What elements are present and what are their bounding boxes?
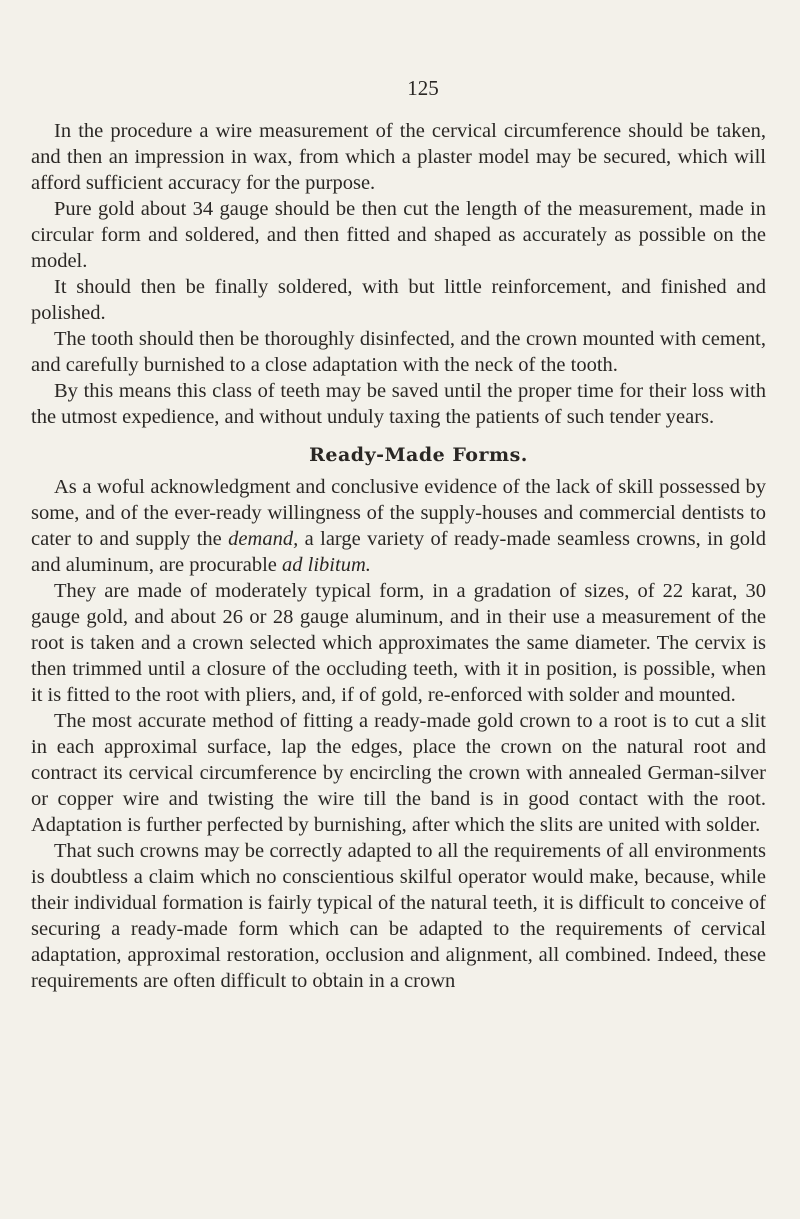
paragraph-such-crowns — [31, 838, 766, 994]
paragraph-text: The tooth should then be thoroughly disinfected, and the crown mounted with cement, and carefully burnished to a close adaptation with the neck of the tooth. — [31, 328, 766, 376]
paragraph-impression — [31, 118, 766, 196]
paragraph-text: Pure gold about 34 gauge should be then cut the length of the measurement, made in circular form and soldered, and then fitted and shaped as accurately as possible on the model. — [31, 198, 766, 272]
italic-demand: demand, — [228, 528, 299, 550]
paragraph-saved — [31, 378, 766, 430]
paragraph-text: By this means this class of teeth may be saved until the proper time for their loss with the utmost expedience, and without unduly taxing the patients of such tender years. — [31, 380, 766, 428]
paragraph-text: The most accurate method of fitting a ready-made gold crown to a root is to cut a slit in each approximal surface, lap the edges, place the crown on the natural root and contract its cervical circumference by encircling the crown with annealed German-silver or copper wire and twisting the wire till the band is in good contact with the root. Adaptation is further perfected by burnishing, after which the slits are united with solder. — [31, 710, 766, 836]
paragraph-text: They are made of moderately typical form, in a gradation of sizes, of 22 karat, 30 gauge gold, and about 26 or 28 gauge aluminum, and in their use a measurement of the root is taken and a crown selected which approximates the same diameter. The cervix is then trimmed until a closure of the occluding teeth, with it in position, is possible, when it is fitted to the root with pliers, and, if of gold, re-enforced with solder and mounted. — [31, 580, 766, 706]
paragraph-typical-form — [31, 578, 766, 708]
paragraph-woful-acknowledgment — [31, 474, 766, 578]
paragraph-accurate-method — [31, 708, 766, 838]
paragraph-text: a large variety of ready-made seamless crowns, in gold and aluminum, are procurable — [31, 528, 766, 576]
paragraph-disinfected — [31, 326, 766, 378]
body-text — [31, 118, 766, 994]
paragraph-text: As a woful acknowledgment and conclusive evidence of the lack of skill possessed by some, and of the ever-ready willingness of the supply-houses and commercial dentists to cater to and supply the — [31, 476, 766, 550]
paragraph-pure-gold — [31, 196, 766, 274]
paragraph-text: In the procedure a wire measurement of the cervical circumference should be taken, and then an impression in wax, from which a plaster model may be secured, which will afford sufficient accuracy for the purpose. — [31, 120, 766, 194]
paragraph-text: It should then be finally soldered, with but little reinforcement, and finished and polished. — [31, 276, 766, 324]
italic-ad-libitum: ad libitum. — [282, 554, 371, 576]
paragraph-text: That such crowns may be correctly adapted to all the requirements of all environments is doubtless a claim which no conscientious skilful operator would make, because, while their individual formation is fairly typical of the natural teeth, it is difficult to conceive of securing a ready-made form which can be adapted to the requirements of cervical adaptation, approximal restoration, occlusion and alignment, all combined. Indeed, these requirements are often difficult to obtain in a crown — [31, 840, 766, 992]
section-heading: Ready-Made Forms. — [309, 444, 528, 466]
page-number: 125 — [407, 76, 439, 100]
paragraph-finally-soldered — [31, 274, 766, 326]
